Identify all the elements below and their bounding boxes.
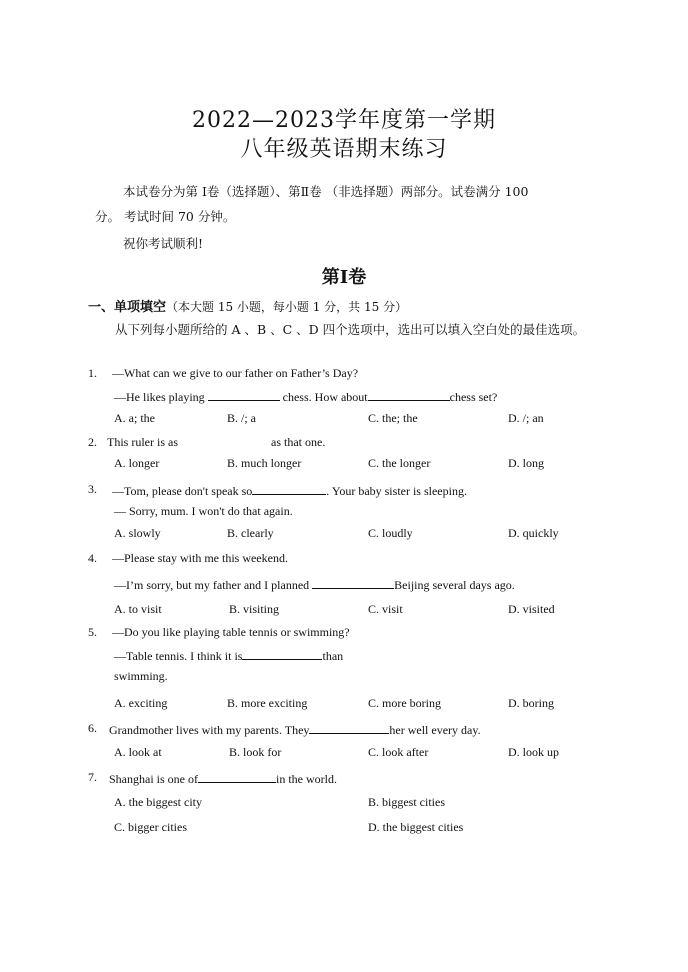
question-text: — Sorry, mum. I won't do that again. — [114, 504, 293, 518]
option-d: D. boring — [508, 696, 554, 710]
section-title: 一、单项填空 — [88, 300, 167, 315]
option-c: C. more boring — [368, 696, 441, 710]
question-text: Beijing several days ago. — [394, 578, 515, 592]
intro-wish: 祝你考试顺利! — [123, 236, 204, 251]
part-title: 第I卷 — [321, 267, 367, 288]
option-d: D. long — [508, 456, 544, 470]
question-text: —Table tennis. I think it is — [114, 649, 243, 663]
question-number: 6. — [88, 721, 97, 735]
question-text: chess. How about — [282, 390, 368, 404]
option-d: D. quickly — [508, 526, 559, 540]
answer-blank — [208, 388, 280, 401]
exam-title-year: 2022—2023学年度第一学期 — [192, 108, 496, 133]
question-text: as that one. — [271, 435, 326, 449]
option-c: C. the; the — [368, 411, 418, 425]
option-d: D. look up — [508, 745, 559, 759]
question-text: swimming. — [114, 669, 168, 683]
option-b: B. biggest cities — [368, 795, 445, 809]
question-number: 5. — [88, 625, 97, 639]
question-number: 7. — [88, 770, 97, 784]
question-line: —What can we give to our father on Father’s Day? — [112, 366, 359, 380]
option-c: C. the longer — [368, 456, 431, 470]
option-a: A. slowly — [114, 526, 161, 540]
question-text: Shanghai is one of — [109, 772, 198, 786]
option-a: A. exciting — [114, 696, 168, 710]
option-c: C. look after — [368, 745, 429, 759]
question-number: 2. — [88, 435, 97, 449]
option-a: A. look at — [114, 745, 162, 759]
question-text: . Your baby sister is sleeping. — [326, 484, 467, 498]
option-d: D. the biggest cities — [368, 820, 464, 834]
option-a: A. to visit — [114, 602, 162, 616]
option-c: C. bigger cities — [114, 820, 187, 834]
question-text: This ruler is as — [107, 435, 178, 449]
answer-blank — [309, 721, 389, 734]
question-number: 3. — [88, 482, 97, 496]
option-b: B. clearly — [227, 526, 274, 540]
question-number: 4. — [88, 551, 97, 565]
question-text: in the world. — [276, 772, 337, 786]
question-text: —Do you like playing table tennis or swimming? — [112, 625, 350, 639]
answer-blank — [252, 482, 326, 495]
exam-title-subject: 八年级英语期末练习 — [240, 137, 448, 162]
intro-line-1: 本试卷分为第 Ⅰ卷（选择题）、第Ⅱ卷 （非选择题）两部分。试卷满分 100 — [123, 184, 529, 199]
option-c: C. visit — [368, 602, 403, 616]
question-text: chess set? — [449, 390, 498, 404]
section-note: （本大题 15 小题，每小题 1 分，共 15 分） — [166, 300, 408, 314]
option-d: D. /; an — [508, 411, 544, 425]
question-text: —Please stay with me this weekend. — [112, 551, 288, 565]
question-text: —I’m sorry, but my father and I planned — [114, 578, 310, 592]
question-text: Grandmother lives with my parents. They — [109, 723, 310, 737]
section-heading — [88, 296, 407, 315]
option-a: A. longer — [114, 456, 160, 470]
intro-line-2: 分。 考试时间 70 分钟。 — [95, 209, 236, 224]
intro-text — [95, 179, 595, 256]
option-b: B. much longer — [227, 456, 302, 470]
answer-blank — [312, 576, 394, 589]
question-text: than — [322, 649, 344, 663]
section-instructions: 从下列每小题所给的 A 、B 、C 、D 四个选项中，选出可以填入空白处的最佳选项。 — [115, 322, 586, 337]
answer-blank — [242, 647, 322, 660]
question-text: —He likes playing — [114, 390, 205, 404]
answer-blank — [198, 770, 276, 783]
question-text: —Tom, please don't speak so — [112, 484, 253, 498]
option-b: B. look for — [229, 745, 282, 759]
answer-blank — [368, 388, 450, 401]
option-d: D. visited — [508, 602, 555, 616]
question-text: her well every day. — [389, 723, 481, 737]
option-b: B. /; a — [227, 411, 256, 425]
option-a: A. a; the — [114, 411, 155, 425]
option-a: A. the biggest city — [114, 795, 202, 809]
option-b: B. more exciting — [227, 696, 308, 710]
option-c: C. loudly — [368, 526, 413, 540]
question-number: 1. — [88, 366, 97, 380]
option-b: B. visiting — [229, 602, 280, 616]
